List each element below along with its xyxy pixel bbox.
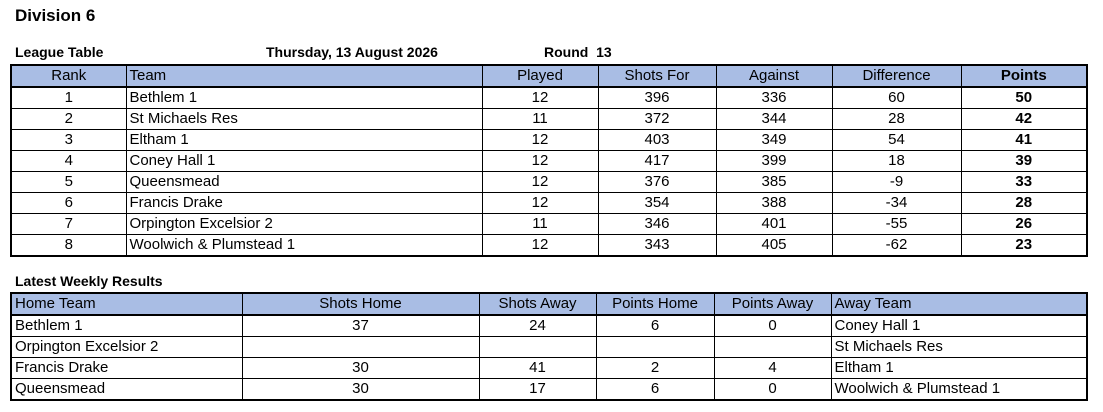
table-row <box>11 87 1087 109</box>
cell-team: Queensmead <box>126 172 482 193</box>
cell-difference: -9 <box>832 172 961 193</box>
cell-team: Coney Hall 1 <box>126 151 482 172</box>
cell-difference: -62 <box>832 235 961 257</box>
col-header-home-team: Home Team <box>11 293 242 315</box>
col-header-difference: Difference <box>832 65 961 87</box>
cell-difference: 60 <box>832 87 961 109</box>
table-row <box>11 151 1087 172</box>
cell-played: 12 <box>482 172 598 193</box>
cell-played: 12 <box>482 87 598 109</box>
cell-difference: -34 <box>832 193 961 214</box>
col-header-team: Team <box>126 65 482 87</box>
col-header-against: Against <box>716 65 832 87</box>
cell-difference: 28 <box>832 109 961 130</box>
cell-home-team: Francis Drake <box>11 358 242 379</box>
cell-home-team: Queensmead <box>11 379 242 401</box>
cell-away-team: St Michaels Res <box>831 337 1087 358</box>
cell-points: 33 <box>961 172 1087 193</box>
table-row <box>11 315 1087 337</box>
results-table <box>10 292 1088 401</box>
league-table <box>10 64 1088 257</box>
cell-difference: -55 <box>832 214 961 235</box>
cell-rank: 5 <box>11 172 126 193</box>
cell-away-team: Eltham 1 <box>831 358 1087 379</box>
cell-played: 12 <box>482 235 598 257</box>
cell-points-away: 0 <box>714 379 831 401</box>
cell-shots-for: 396 <box>598 87 716 109</box>
cell-points-home: 6 <box>596 379 714 401</box>
cell-rank: 2 <box>11 109 126 130</box>
date-text: Thursday, 13 August 2026 <box>266 44 438 60</box>
table-row <box>11 172 1087 193</box>
cell-points: 42 <box>961 109 1087 130</box>
cell-away-team: Coney Hall 1 <box>831 315 1087 337</box>
col-header-shots-away: Shots Away <box>479 293 596 315</box>
cell-shots-for: 403 <box>598 130 716 151</box>
cell-against: 388 <box>716 193 832 214</box>
cell-rank: 7 <box>11 214 126 235</box>
cell-rank: 6 <box>11 193 126 214</box>
table-row <box>11 358 1087 379</box>
results-label: Latest Weekly Results <box>15 273 163 289</box>
table-row <box>11 109 1087 130</box>
cell-against: 401 <box>716 214 832 235</box>
cell-against: 385 <box>716 172 832 193</box>
cell-shots-away: 24 <box>479 315 596 337</box>
cell-shots-away: 17 <box>479 379 596 401</box>
cell-team: Francis Drake <box>126 193 482 214</box>
cell-against: 344 <box>716 109 832 130</box>
league-header-row <box>11 65 1087 87</box>
cell-rank: 8 <box>11 235 126 257</box>
cell-shots-for: 346 <box>598 214 716 235</box>
col-header-shots-for: Shots For <box>598 65 716 87</box>
cell-against: 405 <box>716 235 832 257</box>
cell-shots-for: 376 <box>598 172 716 193</box>
cell-points: 23 <box>961 235 1087 257</box>
cell-team: St Michaels Res <box>126 109 482 130</box>
col-header-played: Played <box>482 65 598 87</box>
col-header-points: Points <box>961 65 1087 87</box>
cell-team: Orpington Excelsior 2 <box>126 214 482 235</box>
round-text: Round 13 <box>544 44 612 60</box>
cell-rank: 4 <box>11 151 126 172</box>
cell-points-away: 0 <box>714 315 831 337</box>
cell-team: Woolwich & Plumstead 1 <box>126 235 482 257</box>
cell-home-team: Orpington Excelsior 2 <box>11 337 242 358</box>
col-header-shots-home: Shots Home <box>242 293 479 315</box>
league-table-label: League Table <box>15 44 104 60</box>
cell-shots-for: 417 <box>598 151 716 172</box>
cell-played: 11 <box>482 214 598 235</box>
table-row <box>11 235 1087 257</box>
cell-points-home: 2 <box>596 358 714 379</box>
cell-shots-for: 372 <box>598 109 716 130</box>
table-row <box>11 193 1087 214</box>
cell-shots-home: 30 <box>242 379 479 401</box>
cell-team: Bethlem 1 <box>126 87 482 109</box>
col-header-points-home: Points Home <box>596 293 714 315</box>
cell-rank: 3 <box>11 130 126 151</box>
cell-points-home <box>596 337 714 358</box>
cell-points-away <box>714 337 831 358</box>
cell-team: Eltham 1 <box>126 130 482 151</box>
cell-points: 50 <box>961 87 1087 109</box>
col-header-rank: Rank <box>11 65 126 87</box>
cell-against: 336 <box>716 87 832 109</box>
cell-points-away: 4 <box>714 358 831 379</box>
cell-played: 12 <box>482 130 598 151</box>
cell-points: 28 <box>961 193 1087 214</box>
table-row <box>11 379 1087 401</box>
cell-played: 12 <box>482 151 598 172</box>
cell-against: 349 <box>716 130 832 151</box>
col-header-points-away: Points Away <box>714 293 831 315</box>
results-header-row <box>11 293 1087 315</box>
cell-rank: 1 <box>11 87 126 109</box>
cell-played: 11 <box>482 109 598 130</box>
cell-shots-for: 354 <box>598 193 716 214</box>
table-row <box>11 130 1087 151</box>
division-title: Division 6 <box>15 6 96 25</box>
cell-difference: 18 <box>832 151 961 172</box>
cell-home-team: Bethlem 1 <box>11 315 242 337</box>
cell-points: 26 <box>961 214 1087 235</box>
table-row <box>11 337 1087 358</box>
cell-against: 399 <box>716 151 832 172</box>
cell-played: 12 <box>482 193 598 214</box>
cell-points-home: 6 <box>596 315 714 337</box>
cell-shots-home: 30 <box>242 358 479 379</box>
cell-shots-away: 41 <box>479 358 596 379</box>
cell-points: 39 <box>961 151 1087 172</box>
cell-points: 41 <box>961 130 1087 151</box>
cell-shots-home: 37 <box>242 315 479 337</box>
cell-shots-home <box>242 337 479 358</box>
cell-difference: 54 <box>832 130 961 151</box>
col-header-away-team: Away Team <box>831 293 1087 315</box>
cell-shots-for: 343 <box>598 235 716 257</box>
table-row <box>11 214 1087 235</box>
cell-away-team: Woolwich & Plumstead 1 <box>831 379 1087 401</box>
cell-shots-away <box>479 337 596 358</box>
